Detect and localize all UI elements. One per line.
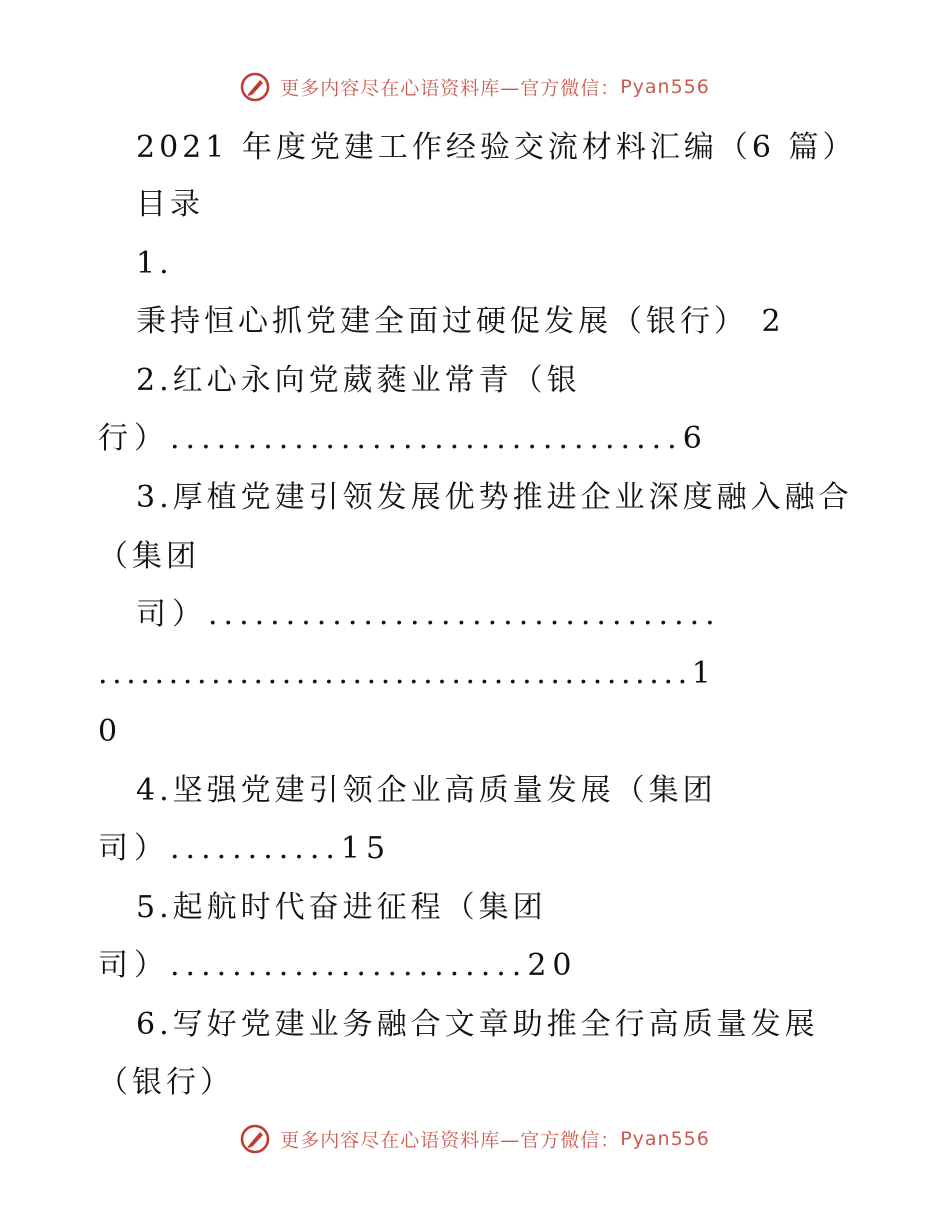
- toc-entry-1-number: 1.: [136, 246, 173, 281]
- toc-entry-6-title-cont: （银行）: [98, 1065, 234, 1100]
- toc-entry-4-leader: 司）...........15: [98, 831, 392, 866]
- toc-entry-3-page: 0: [98, 714, 122, 749]
- toc-entry-3-title-cont: （集团: [98, 539, 200, 574]
- watermark-wechat-id: Pyan556: [620, 76, 710, 98]
- toc-entry-2-title: 2.红心永向党葳蕤业常青（银: [136, 363, 581, 398]
- toc-entry-6-title: 6.写好党建业务融合文章助推全行高质量发展: [136, 1007, 819, 1042]
- watermark-header: [0, 72, 950, 102]
- watermark-text: 更多内容尽在心语资料库—官方微信：: [280, 77, 621, 100]
- quill-pen-logo-icon: [240, 1124, 270, 1154]
- toc-entry-3-leader: 司）.................................: [136, 597, 721, 632]
- document-title: 2021 年度党建工作经验交流材料汇编（6 篇）: [136, 130, 857, 165]
- toc-entry-3-title: 3.厚植党建引领发展优势推进企业深度融入融合: [136, 480, 853, 515]
- watermark-footer: [0, 1124, 950, 1154]
- toc-entry-5-leader: 司）.......................20: [98, 948, 578, 983]
- toc-entry-5-title: 5.起航时代奋进征程（集团: [136, 890, 547, 925]
- watermark-wechat-id: Pyan556: [620, 1128, 710, 1150]
- toc-entry-4-title: 4.坚强党建引领企业高质量发展（集团: [136, 773, 717, 808]
- toc-heading: 目录: [136, 187, 204, 222]
- watermark-text: 更多内容尽在心语资料库—官方微信：: [280, 1129, 621, 1152]
- quill-pen-logo-icon: [240, 72, 270, 102]
- toc-entry-2-leader: 行）.................................6: [98, 421, 708, 456]
- toc-entry-3-leader-cont: ..........................................1: [98, 656, 716, 691]
- toc-entry-1-title: 秉持恒心抓党建全面过硬促发展（银行） 2: [136, 304, 785, 339]
